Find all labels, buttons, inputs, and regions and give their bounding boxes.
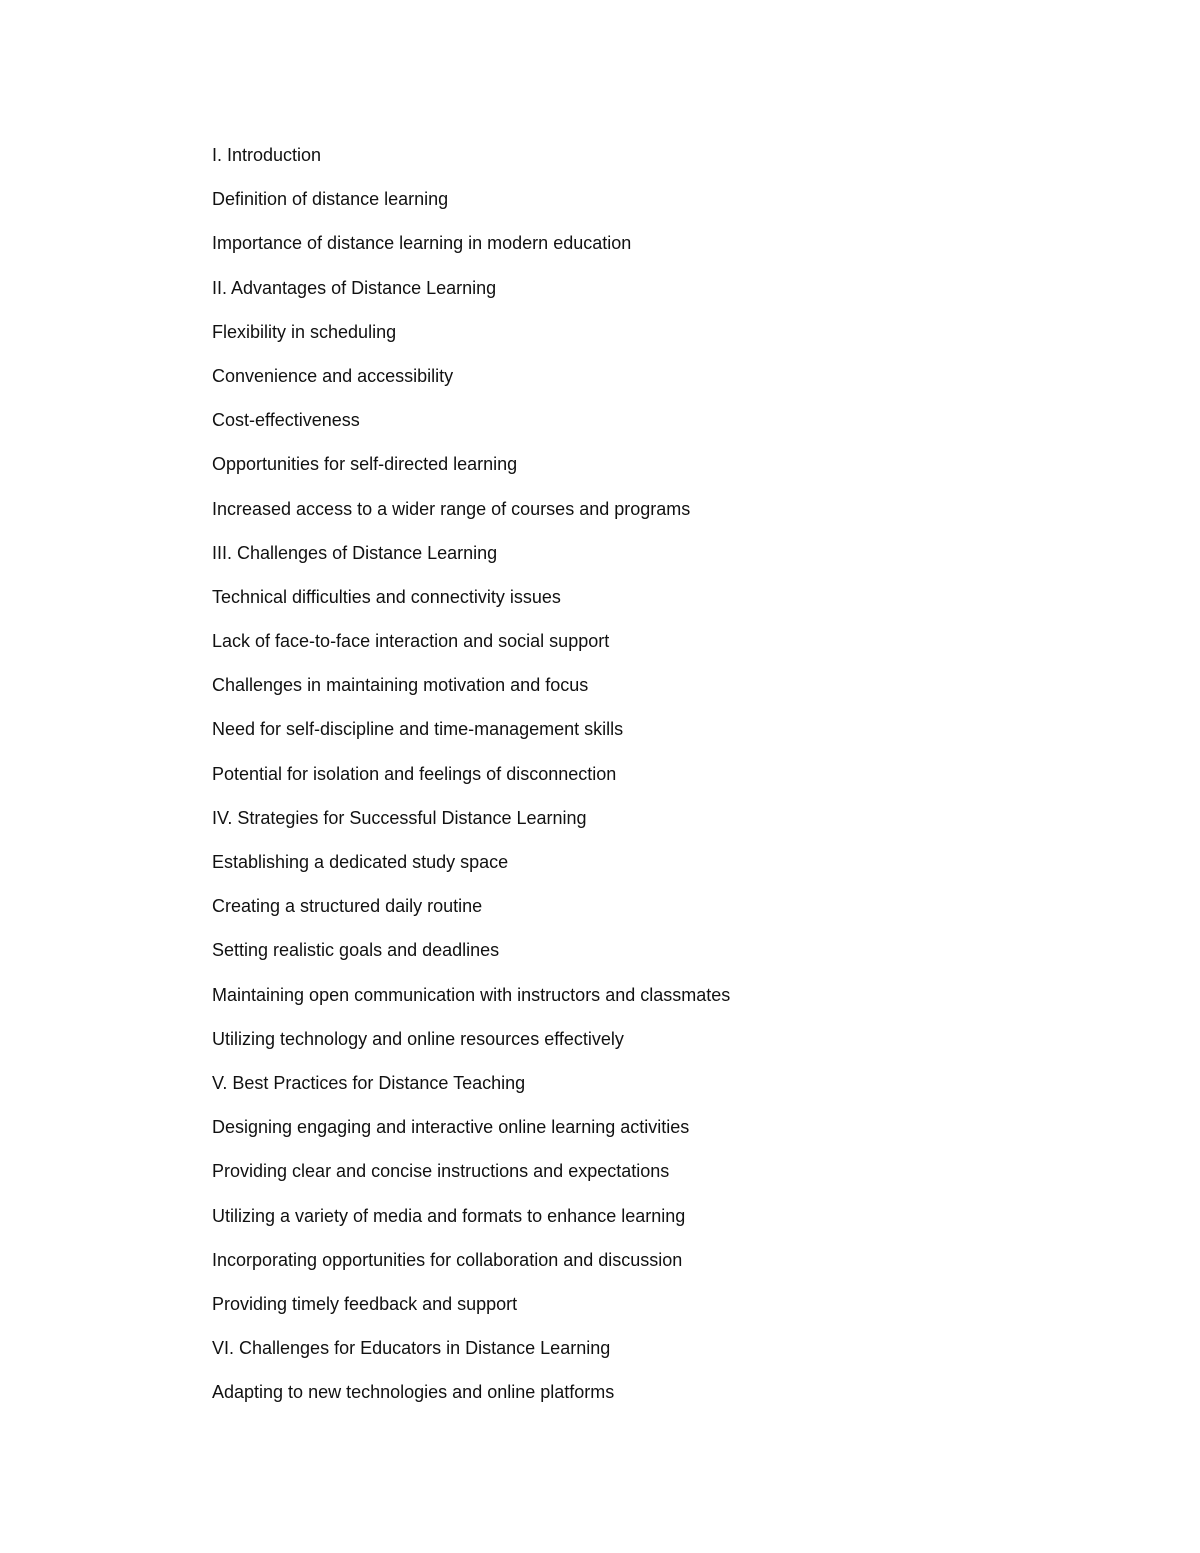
outline-item: Opportunities for self-directed learning	[212, 454, 518, 475]
outline-item: Establishing a dedicated study space	[212, 852, 509, 872]
outline-item: Potential for isolation and feelings of disconnection	[212, 763, 617, 784]
section-heading-advantages: II. Advantages of Distance Learning	[212, 277, 497, 298]
outline-item: Utilizing technology and online resources effectively	[212, 1028, 624, 1049]
outline-item: Providing timely feedback and support	[212, 1293, 518, 1314]
outline-item: Need for self-discipline and time-management skills	[212, 719, 624, 740]
outline-item: Definition of distance learning	[212, 189, 449, 210]
outline-item: Utilizing a variety of media and formats to enhance learning	[212, 1205, 686, 1226]
outline-item: Lack of face-to-face interaction and social support	[212, 631, 610, 652]
outline-item: Flexibility in scheduling	[212, 321, 397, 342]
outline-item: Providing clear and concise instructions and expectations	[212, 1161, 670, 1182]
section-heading-introduction: I. Introduction	[212, 145, 322, 165]
section-heading-challenges: III. Challenges of Distance Learning	[212, 542, 498, 563]
outline-item: Importance of distance learning in modern education	[212, 233, 632, 254]
outline-item: Incorporating opportunities for collaboration and discussion	[212, 1249, 683, 1270]
outline-item: Technical difficulties and connectivity issues	[212, 586, 561, 607]
outline-item: Setting realistic goals and deadlines	[212, 940, 500, 961]
outline-item: Creating a structured daily routine	[212, 896, 483, 917]
outline-item: Designing engaging and interactive online learning activities	[212, 1117, 690, 1138]
section-heading-strategies: IV. Strategies for Successful Distance Learning	[212, 807, 587, 828]
section-heading-educator-challenges: VI. Challenges for Educators in Distance Learning	[212, 1338, 611, 1359]
outline-item: Increased access to a wider range of courses and programs	[212, 498, 691, 519]
outline-list	[212, 142, 730, 1423]
outline-item: Adapting to new technologies and online platforms	[212, 1382, 615, 1403]
outline-item: Maintaining open communication with instructors and classmates	[212, 984, 731, 1005]
section-heading-best-practices: V. Best Practices for Distance Teaching	[212, 1072, 526, 1093]
outline-item: Convenience and accessibility	[212, 365, 454, 386]
outline-item: Challenges in maintaining motivation and focus	[212, 675, 589, 696]
outline-item: Cost-effectiveness	[212, 410, 360, 431]
